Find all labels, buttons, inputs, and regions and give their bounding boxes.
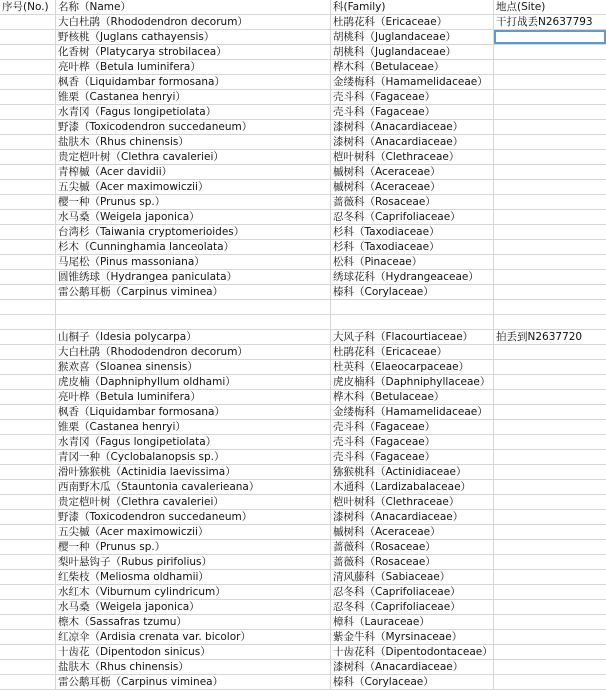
cell-family[interactable] <box>331 300 494 314</box>
cell-site[interactable] <box>494 450 606 464</box>
table-row <box>0 315 606 330</box>
cell-name[interactable]: 山桐子（Idesia polycarpa） <box>56 330 331 344</box>
cell-site[interactable] <box>494 675 606 689</box>
table-row <box>0 90 606 105</box>
cell-site[interactable] <box>494 180 606 194</box>
cell-no[interactable] <box>0 420 56 434</box>
cell-name[interactable]: 亮叶桦（Betula luminifera） <box>56 390 331 404</box>
cell-family[interactable]: 漆树科（Anacardiaceae） <box>331 120 494 134</box>
cell-family[interactable]: 壳斗科（Fagaceae） <box>331 435 494 449</box>
cell-family[interactable]: 蔷薇科（Rosaceae） <box>331 195 494 209</box>
cell-name[interactable]: 盐肤木（Rhus chinensis） <box>56 660 331 674</box>
cell-site[interactable] <box>494 45 606 59</box>
table-row <box>0 45 606 60</box>
table-row <box>0 525 606 540</box>
cell-family[interactable]: 杜英科（Elaeocarpaceae） <box>331 360 494 374</box>
table-row <box>0 570 606 585</box>
cell-family[interactable]: 猕猴桃科（Actinidiaceae） <box>331 465 494 479</box>
cell-site[interactable] <box>494 255 606 269</box>
cell-no[interactable] <box>0 345 56 359</box>
cell-name[interactable]: 雷公鹅耳枥（Carpinus viminea） <box>56 675 331 689</box>
cell-site[interactable] <box>494 225 606 239</box>
table-row <box>0 255 606 270</box>
cell-family[interactable]: 壳斗科（Fagaceae） <box>331 105 494 119</box>
table-row <box>0 675 606 690</box>
cell-site[interactable] <box>494 630 606 644</box>
cell-family[interactable]: 漆树科（Anacardiaceae） <box>331 135 494 149</box>
cell-no[interactable] <box>0 555 56 569</box>
cell-no[interactable] <box>0 675 56 689</box>
cell-name[interactable]: 野漆（Toxicodendron succedaneum） <box>56 120 331 134</box>
table-row <box>0 180 606 195</box>
cell-no[interactable] <box>0 375 56 389</box>
cell-family[interactable]: 绣球花科（Hydrangeaceae） <box>331 270 494 284</box>
cell-family[interactable]: 大风子科（Flacourtiaceae） <box>331 330 494 344</box>
cell-name[interactable]: 锥栗（Castanea henryi） <box>56 90 331 104</box>
cell-name[interactable]: 大白杜鹃（Rhododendron decorum） <box>56 345 331 359</box>
cell-name[interactable]: 青冈一种（Cyclobalanopsis sp.） <box>56 450 331 464</box>
cell-name[interactable]: 水马桑（Weigela japonica） <box>56 600 331 614</box>
cell-family[interactable]: 漆树科（Anacardiaceae） <box>331 510 494 524</box>
cell-site[interactable] <box>494 540 606 554</box>
cell-family[interactable]: 桤叶树科（Clethraceae） <box>331 495 494 509</box>
cell-site[interactable] <box>494 360 606 374</box>
cell-name[interactable]: 五尖槭（Acer maximowiczii） <box>56 525 331 539</box>
cell-name[interactable]: 水马桑（Weigela japonica） <box>56 210 331 224</box>
cell-name[interactable]: 水红木（Viburnum cylindricum） <box>56 585 331 599</box>
cell-no[interactable] <box>0 360 56 374</box>
cell-no[interactable] <box>0 525 56 539</box>
cell-no[interactable] <box>0 180 56 194</box>
cell-family[interactable]: 金缕梅科（Hamamelidaceae） <box>331 405 494 419</box>
cell-name[interactable]: 贵定桤叶树（Clethra cavaleriei） <box>56 150 331 164</box>
cell-no[interactable] <box>0 15 56 29</box>
cell-name[interactable]: 檫木（Sassafras tzumu） <box>56 615 331 629</box>
cell-family[interactable]: 忍冬科（Caprifoliaceae） <box>331 210 494 224</box>
cell-no[interactable] <box>0 90 56 104</box>
cell-family[interactable]: 紫金牛科（Myrsinaceae） <box>331 630 494 644</box>
cell-site[interactable] <box>494 285 606 299</box>
header-name[interactable]: 名称（Name） <box>56 0 331 14</box>
table-row <box>0 375 606 390</box>
table-row <box>0 210 606 225</box>
cell-no[interactable] <box>0 270 56 284</box>
cell-site[interactable] <box>494 195 606 209</box>
cell-no[interactable] <box>0 255 56 269</box>
cell-family[interactable]: 杉科（Taxodiaceae） <box>331 240 494 254</box>
cell-name[interactable]: 马尾松（Pinus massoniana） <box>56 255 331 269</box>
table-row <box>0 405 606 420</box>
cell-family[interactable]: 十齿花科（Dipentodontaceae） <box>333 646 493 658</box>
cell-site[interactable] <box>494 495 606 509</box>
cell-no[interactable] <box>0 615 56 629</box>
cell-name[interactable]: 亮叶桦（Betula luminifera） <box>56 60 331 74</box>
table-row <box>0 645 606 660</box>
cell-family[interactable]: 杜鹃花科（Ericaceae） <box>331 345 494 359</box>
cell-name[interactable]: 台湾杉（Taiwania cryptomerioides） <box>56 225 331 239</box>
cell-no[interactable] <box>0 630 56 644</box>
cell-no[interactable] <box>0 105 56 119</box>
cell-family[interactable] <box>331 315 494 329</box>
cell-no[interactable] <box>0 435 56 449</box>
table-row <box>0 345 606 360</box>
table-row <box>0 165 606 180</box>
cell-name[interactable]: 圆锥绣球（Hydrangea paniculata） <box>56 270 331 284</box>
cell-family[interactable]: 木通科（Lardizabalaceae） <box>331 480 494 494</box>
cell-site[interactable] <box>494 465 606 479</box>
cell-site[interactable] <box>494 420 606 434</box>
cell-name[interactable]: 樱一种（Prunus sp.） <box>56 540 331 554</box>
table-row <box>0 360 606 375</box>
cell-name[interactable]: 野核桃（Juglans cathayensis） <box>56 30 331 44</box>
cell-site[interactable] <box>494 345 606 359</box>
cell-family[interactable]: 桤叶树科（Clethraceae） <box>331 150 494 164</box>
cell-no[interactable] <box>0 300 56 314</box>
cell-family[interactable]: 松科（Pinaceae） <box>331 255 494 269</box>
cell-name[interactable] <box>56 315 331 329</box>
cell-name[interactable]: 化香树（Platycarya strobilacea） <box>56 45 331 59</box>
table-row <box>0 435 606 450</box>
table-row <box>0 540 606 555</box>
cell-family[interactable]: 忍冬科（Caprifoliaceae） <box>331 600 494 614</box>
cell-site[interactable] <box>494 75 606 89</box>
cell-site[interactable] <box>494 375 606 389</box>
table-row <box>0 600 606 615</box>
header-family[interactable]: 科(Family) <box>331 0 494 14</box>
header-site[interactable]: 地点(Site) <box>496 1 546 13</box>
cell-site[interactable] <box>494 585 606 599</box>
cell-name[interactable]: 红凉伞（Ardisia crenata var. bicolor） <box>56 630 331 644</box>
cell-no[interactable] <box>0 405 56 419</box>
table-body <box>0 15 606 690</box>
cell-no[interactable] <box>0 120 56 134</box>
cell-family[interactable]: 槭树科（Aceraceae） <box>331 525 494 539</box>
cell-site[interactable] <box>494 210 606 224</box>
cell-site[interactable] <box>494 615 606 629</box>
cell-no[interactable] <box>0 240 56 254</box>
cell-family[interactable]: 榛科（Corylaceae） <box>331 675 494 689</box>
table-row <box>0 555 606 570</box>
cell-no[interactable] <box>0 330 56 344</box>
cell-site[interactable] <box>494 390 606 404</box>
header-row <box>0 0 606 15</box>
cell-no[interactable] <box>0 465 56 479</box>
cell-name[interactable]: 贵定桤叶树（Clethra cavaleriei） <box>56 495 331 509</box>
cell-name[interactable]: 樱一种（Prunus sp.） <box>56 195 331 209</box>
cell-site[interactable] <box>494 435 606 449</box>
cell-site[interactable] <box>494 525 606 539</box>
cell-no[interactable] <box>0 75 56 89</box>
cell-no[interactable] <box>0 480 56 494</box>
cell-family[interactable]: 杜鹃花科（Ericaceae） <box>331 15 494 29</box>
cell-name[interactable]: 杉木（Cunninghamia lanceolata） <box>56 240 331 254</box>
cell-site[interactable] <box>494 510 606 524</box>
cell-family[interactable]: 壳斗科（Fagaceae） <box>331 450 494 464</box>
cell-no[interactable] <box>0 450 56 464</box>
cell-site[interactable] <box>494 405 606 419</box>
table-row <box>0 585 606 600</box>
cell-family[interactable]: 樟科（Lauraceae） <box>331 615 494 629</box>
table-row <box>0 420 606 435</box>
table-row <box>0 495 606 510</box>
cell-site[interactable] <box>494 135 606 149</box>
cell-site[interactable] <box>494 165 606 179</box>
cell-name[interactable]: 野漆（Toxicodendron succedaneum） <box>56 510 331 524</box>
cell-name[interactable]: 五尖槭（Acer maximowiczii） <box>56 180 331 194</box>
cell-site[interactable] <box>494 645 606 659</box>
cell-no[interactable] <box>0 390 56 404</box>
table-row <box>0 225 606 240</box>
cell-family[interactable]: 忍冬科（Caprifoliaceae） <box>331 585 494 599</box>
cell-family[interactable]: 槭树科（Aceraceae） <box>331 165 494 179</box>
table-row <box>0 30 606 45</box>
table-row <box>0 615 606 630</box>
cell-no[interactable] <box>0 585 56 599</box>
table-row <box>0 465 606 480</box>
cell-name[interactable]: 枫香（Liquidambar formosana） <box>56 405 331 419</box>
cell-no[interactable] <box>0 285 56 299</box>
cell-no[interactable] <box>0 45 56 59</box>
cell-site[interactable]: 拍丢到N2637720 <box>496 331 583 343</box>
cell-name[interactable]: 红柴枝（Meliosma oldhamii） <box>56 570 331 584</box>
cell-no[interactable] <box>0 570 56 584</box>
cell-family[interactable]: 槭树科（Aceraceae） <box>331 180 494 194</box>
cell-name[interactable]: 水青冈（Fagus longipetiolata） <box>56 105 331 119</box>
cell-name[interactable]: 猴欢喜（Sloanea sinensis） <box>56 360 331 374</box>
cell-no[interactable] <box>0 600 56 614</box>
table-row <box>0 150 606 165</box>
cell-name[interactable]: 滑叶猕猴桃（Actinidia laevissima） <box>56 465 331 479</box>
cell-family[interactable]: 金缕梅科（Hamamelidaceae） <box>331 75 494 89</box>
cell-name[interactable]: 虎皮楠（Daphniphyllum oldhami） <box>56 375 331 389</box>
cell-no[interactable] <box>0 210 56 224</box>
table-row <box>0 240 606 255</box>
cell-family[interactable]: 壳斗科（Fagaceae） <box>331 420 494 434</box>
table-row <box>0 660 606 675</box>
cell-name[interactable]: 十齿花（Dipentodon sinicus） <box>56 645 331 659</box>
cell-site[interactable] <box>494 90 606 104</box>
table-row <box>0 300 606 315</box>
cell-name[interactable]: 梨叶悬钩子（Rubus pirifolius） <box>56 555 331 569</box>
cell-site[interactable] <box>494 270 606 284</box>
cell-family[interactable]: 榛科（Corylaceae） <box>331 285 494 299</box>
cell-no[interactable] <box>0 660 56 674</box>
cell-site[interactable] <box>494 105 606 119</box>
table-row <box>0 105 606 120</box>
cell-no[interactable] <box>0 165 56 179</box>
cell-no[interactable] <box>0 60 56 74</box>
cell-name[interactable]: 青榨槭（Acer davidii） <box>56 165 331 179</box>
table-row <box>0 630 606 645</box>
cell-family[interactable]: 桦木科（Betulaceae） <box>331 60 494 74</box>
cell-no[interactable] <box>0 30 56 44</box>
cell-name[interactable] <box>56 300 331 314</box>
cell-family[interactable]: 蔷薇科（Rosaceae） <box>331 555 494 569</box>
cell-family[interactable]: 蔷薇科（Rosaceae） <box>331 540 494 554</box>
cell-name[interactable]: 雷公鹅耳枥（Carpinus viminea） <box>56 285 331 299</box>
cell-family[interactable]: 胡桃科（Juglandaceae） <box>331 45 494 59</box>
table-row <box>0 120 606 135</box>
table-row <box>0 285 606 300</box>
cell-no[interactable] <box>0 150 56 164</box>
cell-name[interactable]: 大白杜鹃（Rhododendron decorum） <box>56 15 331 29</box>
cell-no[interactable] <box>0 510 56 524</box>
cell-no[interactable] <box>0 495 56 509</box>
cell-site[interactable] <box>494 480 606 494</box>
cell-site[interactable] <box>494 555 606 569</box>
cell-site[interactable] <box>494 240 606 254</box>
table-row <box>0 75 606 90</box>
cell-name[interactable]: 西南野木瓜（Stauntonia cavalerieana） <box>56 480 331 494</box>
cell-family[interactable]: 胡桃科（Juglandaceae） <box>331 30 494 44</box>
cell-site[interactable] <box>494 150 606 164</box>
cell-site[interactable] <box>494 660 606 674</box>
table-row <box>0 135 606 150</box>
cell-family[interactable]: 清风藤科（Sabiaceae） <box>331 570 494 584</box>
cell-family[interactable]: 桦木科（Betulaceae） <box>331 390 494 404</box>
cell-site[interactable] <box>494 570 606 584</box>
cell-site[interactable] <box>494 300 606 314</box>
table-row <box>0 510 606 525</box>
cell-no[interactable] <box>0 225 56 239</box>
cell-site[interactable] <box>494 600 606 614</box>
cell-name[interactable]: 锥栗（Castanea henryi） <box>56 420 331 434</box>
table-row <box>0 195 606 210</box>
cell-no[interactable] <box>0 135 56 149</box>
cell-site[interactable] <box>494 60 606 74</box>
cell-no[interactable] <box>0 195 56 209</box>
cell-family[interactable]: 虎皮楠科（Daphniphyllaceae） <box>331 375 494 389</box>
cell-site[interactable] <box>494 315 606 329</box>
table-row <box>0 330 606 345</box>
table-row <box>0 15 606 30</box>
cell-family[interactable]: 壳斗科（Fagaceae） <box>331 90 494 104</box>
cell-family[interactable]: 漆树科（Anacardiaceae） <box>331 660 494 674</box>
table-row <box>0 390 606 405</box>
table-row <box>0 480 606 495</box>
cell-no[interactable] <box>0 645 56 659</box>
cell-site[interactable]: 干打战丢N2637793 <box>496 16 593 28</box>
cell-family[interactable]: 杉科（Taxodiaceae） <box>331 225 494 239</box>
header-no[interactable]: 序号(No.) <box>0 0 56 14</box>
cell-site[interactable] <box>494 120 606 134</box>
table-row <box>0 450 606 465</box>
cell-name[interactable]: 盐肤木（Rhus chinensis） <box>56 135 331 149</box>
cell-no[interactable] <box>0 540 56 554</box>
table-row <box>0 60 606 75</box>
cell-name[interactable]: 枫香（Liquidambar formosana） <box>56 75 331 89</box>
selected-cell[interactable] <box>494 30 606 44</box>
cell-name[interactable]: 水青冈（Fagus longipetiolata） <box>56 435 331 449</box>
table-row <box>0 270 606 285</box>
cell-no[interactable] <box>0 315 56 329</box>
